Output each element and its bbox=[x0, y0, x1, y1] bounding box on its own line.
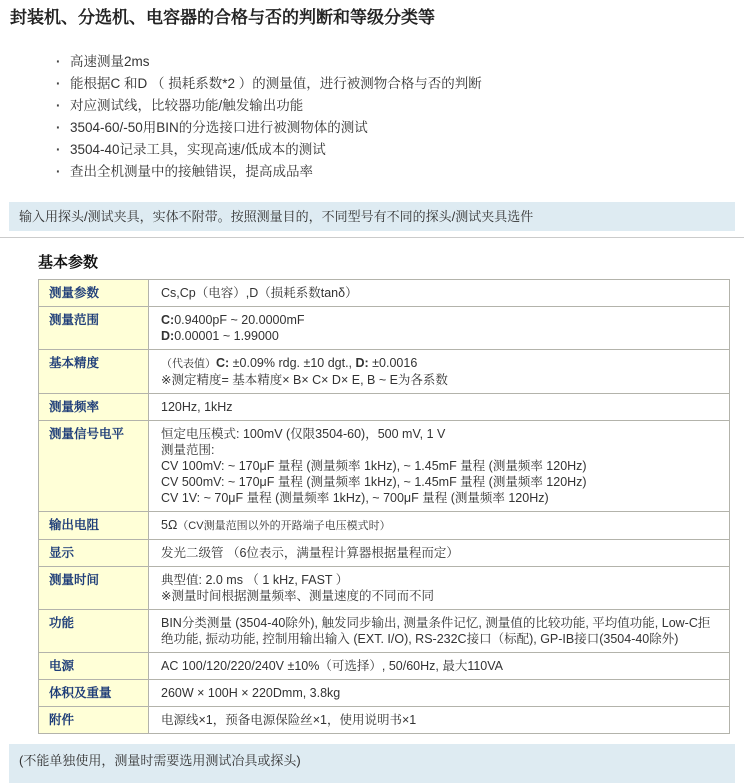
spec-label: 显示 bbox=[39, 540, 149, 567]
spec-label: 输出电阻 bbox=[39, 512, 149, 540]
table-row bbox=[39, 707, 730, 734]
spec-label: 测量频率 bbox=[39, 394, 149, 421]
table-row bbox=[39, 350, 730, 394]
spec-label: 测量信号电平 bbox=[39, 421, 149, 512]
spec-label: 测量参数 bbox=[39, 280, 149, 307]
table-row bbox=[39, 394, 730, 421]
table-row bbox=[39, 680, 730, 707]
spec-value: （代表值）C: ±0.09% rdg. ±10 dgt., D: ±0.0016 ※测定精度= 基本精度× B× C× D× E, B ~ E为各系数 bbox=[149, 350, 730, 394]
feature-item: · 3504-40记录工具，实现高速/低成本的测试 bbox=[56, 140, 744, 160]
table-row bbox=[39, 567, 730, 610]
spec-value: 260W × 100H × 220Dmm, 3.8kg bbox=[149, 680, 730, 707]
spec-value: 发光二级管 （6位表示，满量程计算器根据量程而定） bbox=[149, 540, 730, 567]
spec-value: Cs,Cp（电容）,D（损耗系数tanδ） bbox=[149, 280, 730, 307]
spec-value: 恒定电压模式: 100mV (仅限3504-60)，500 mV, 1 V 测量范围: CV 100mV: ~ 170μF 量程 (测量频率 1kHz), ~ 1.45mF 量程 (测量频率 120Hz) CV 500mV: ~ 170μF 量程 (测量频率 1kHz), ~ 1.45mF 量程 (测量频率 120Hz) CV 1V: ~ 70μF 量程 (测量频率 1kHz), ~ 700μF 量程 (测量频率 120Hz) bbox=[149, 421, 730, 512]
feature-item: · 能根据C 和D （ 损耗系数*2 ）的测量值，进行被测物合格与否的判断 bbox=[56, 74, 744, 94]
table-row bbox=[39, 540, 730, 567]
spec-label: 附件 bbox=[39, 707, 149, 734]
spec-label: 基本精度 bbox=[39, 350, 149, 394]
table-row bbox=[39, 610, 730, 653]
spec-value: 电源线×1，预备电源保险丝×1，使用说明书×1 bbox=[149, 707, 730, 734]
spec-label: 功能 bbox=[39, 610, 149, 653]
spec-value: C:0.9400pF ~ 20.0000mF D:0.00001 ~ 1.99000 bbox=[149, 307, 730, 350]
spec-label: 测量时间 bbox=[39, 567, 149, 610]
page-title: 封装机、分选机、电容器的合格与否的判断和等级分类等 bbox=[10, 8, 435, 27]
feature-item: · 高速测量2ms bbox=[56, 52, 744, 72]
spec-label: 体积及重量 bbox=[39, 680, 149, 707]
spec-value: 120Hz, 1kHz bbox=[149, 394, 730, 421]
spec-table bbox=[38, 279, 730, 734]
spec-label: 电源 bbox=[39, 653, 149, 680]
spec-value: BIN分类测量 (3504-40除外), 触发同步输出, 测量条件记忆, 测量值的比较功能, 平均值功能, Low-C拒绝功能, 振动功能, 控制用输出输入 (EXT. I/O), RS-232C接口（标配), GP-IB接口(3504-40除外) bbox=[149, 610, 730, 653]
feature-item: · 查出全机测量中的接触错误，提高成品率 bbox=[56, 162, 744, 182]
section-divider bbox=[0, 237, 744, 238]
section-title-basic-params: 基本参数 bbox=[38, 254, 99, 271]
table-row bbox=[39, 421, 730, 512]
feature-item: · 3504-60/-50用BIN的分选接口进行被测物体的测试 bbox=[56, 118, 744, 138]
table-row bbox=[39, 653, 730, 680]
spec-table-body bbox=[39, 280, 730, 734]
spec-value: 5Ω（CV测量范围以外的开路端子电压模式时） bbox=[149, 512, 730, 540]
spec-value: 典型值: 2.0 ms （ 1 kHz, FAST ） ※测量时间根据测量频率、测量速度的不同而不同 bbox=[149, 567, 730, 610]
feature-item: · 对应测试线，比较器功能/触发输出功能 bbox=[56, 96, 744, 116]
table-row bbox=[39, 512, 730, 540]
spec-label: 测量范围 bbox=[39, 307, 149, 350]
spec-value: AC 100/120/220/240V ±10%（可选择）, 50/60Hz, 最大110VA bbox=[149, 653, 730, 680]
accessory-note: 输入用探头/测试夹具，实体不附带。按照测量目的，不同型号有不同的探头/测试夹具选件 bbox=[9, 202, 735, 231]
usage-note: (不能单独使用，测量时需要选用测试冶具或探头) bbox=[9, 744, 735, 783]
feature-list bbox=[56, 52, 744, 182]
table-row bbox=[39, 307, 730, 350]
table-row bbox=[39, 280, 730, 307]
